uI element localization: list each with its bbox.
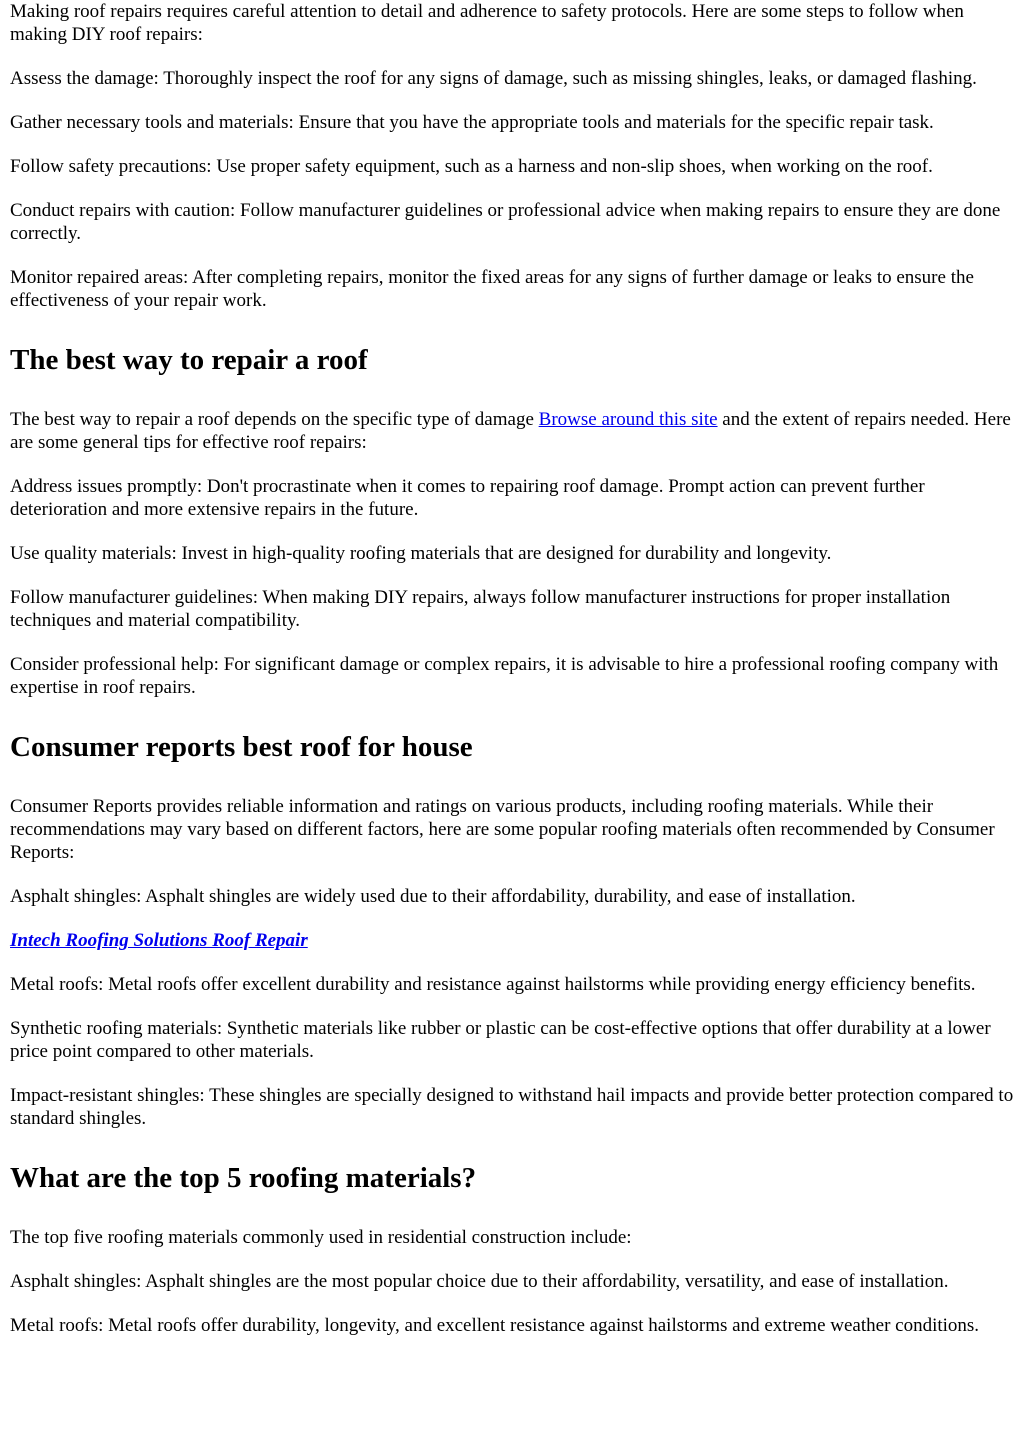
material-paragraph: Impact-resistant shingles: These shingles are specially designed to withstand hail impacts and provide better protection compared to standard shingles. <box>10 1085 1014 1129</box>
intech-link-paragraph <box>10 929 1014 952</box>
top5-item-paragraph: Metal roofs: Metal roofs offer durability, longevity, and excellent resistance against hailstorms and extreme weather conditions. <box>10 1315 980 1336</box>
intech-roofing-link[interactable]: Intech Roofing Solutions Roof Repair <box>10 930 308 951</box>
step-paragraph: Conduct repairs with caution: Follow manufacturer guidelines or professional advice when making repairs to ensure they are done correctly. <box>10 200 1001 244</box>
section-heading-top5: What are the top 5 roofing materials? <box>10 1162 477 1194</box>
step-paragraph: Gather necessary tools and materials: Ensure that you have the appropriate tools and materials for the specific repair task. <box>10 112 934 133</box>
section-heading-best-way: The best way to repair a roof <box>10 344 368 376</box>
material-paragraph: Metal roofs: Metal roofs offer excellent durability and resistance against hailstorms while providing energy efficiency benefits. <box>10 974 976 995</box>
browse-site-link[interactable]: Browse around this site <box>538 409 718 430</box>
step-paragraph: Follow safety precautions: Use proper safety equipment, such as a harness and non-slip shoes, when working on the roof. <box>10 156 933 177</box>
section-heading-consumer-reports: Consumer reports best roof for house <box>10 731 473 763</box>
top5-item-paragraph: Asphalt shingles: Asphalt shingles are the most popular choice due to their affordability, versatility, and ease of installation. <box>10 1271 949 1292</box>
consumer-intro-paragraph: Consumer Reports provides reliable information and ratings on various products, including roofing materials. While their recommendations may vary based on different factors, here are some popular roofing materials often recommended by Consumer Reports: <box>10 796 995 863</box>
material-paragraph: Synthetic roofing materials: Synthetic materials like rubber or plastic can be cost-effective options that offer durability at a lower price point compared to other materials. <box>10 1018 991 1062</box>
best-way-intro-text-before: The best way to repair a roof depends on the specific type of damage <box>10 409 539 430</box>
tip-paragraph: Use quality materials: Invest in high-quality roofing materials that are designed for durability and longevity. <box>10 543 832 564</box>
step-paragraph: Monitor repaired areas: After completing repairs, monitor the fixed areas for any signs of further damage or leaks to ensure the effectiveness of your repair work. <box>10 267 974 311</box>
tip-paragraph: Consider professional help: For significant damage or complex repairs, it is advisable to hire a professional roofing company with expertise in roof repairs. <box>10 654 999 698</box>
best-way-intro-paragraph <box>10 408 1014 454</box>
intro-paragraph: Making roof repairs requires careful attention to detail and adherence to safety protocols. Here are some steps to follow when making DIY roof repairs: <box>10 1 964 45</box>
material-paragraph: Asphalt shingles: Asphalt shingles are widely used due to their affordability, durability, and ease of installation. <box>10 886 856 907</box>
tip-paragraph: Address issues promptly: Don't procrastinate when it comes to repairing roof damage. Prompt action can prevent further deterioration and more extensive repairs in the future. <box>10 476 925 520</box>
step-paragraph: Assess the damage: Thoroughly inspect the roof for any signs of damage, such as missing shingles, leaks, or damaged flashing. <box>10 68 977 89</box>
top5-intro-paragraph: The top five roofing materials commonly used in residential construction include: <box>10 1227 632 1248</box>
tip-paragraph: Follow manufacturer guidelines: When making DIY repairs, always follow manufacturer instructions for proper installation techniques and material compatibility. <box>10 587 951 631</box>
best-way-intro-text-after: and the extent of repairs needed. Here are some general tips for effective roof repairs: <box>10 409 1011 453</box>
